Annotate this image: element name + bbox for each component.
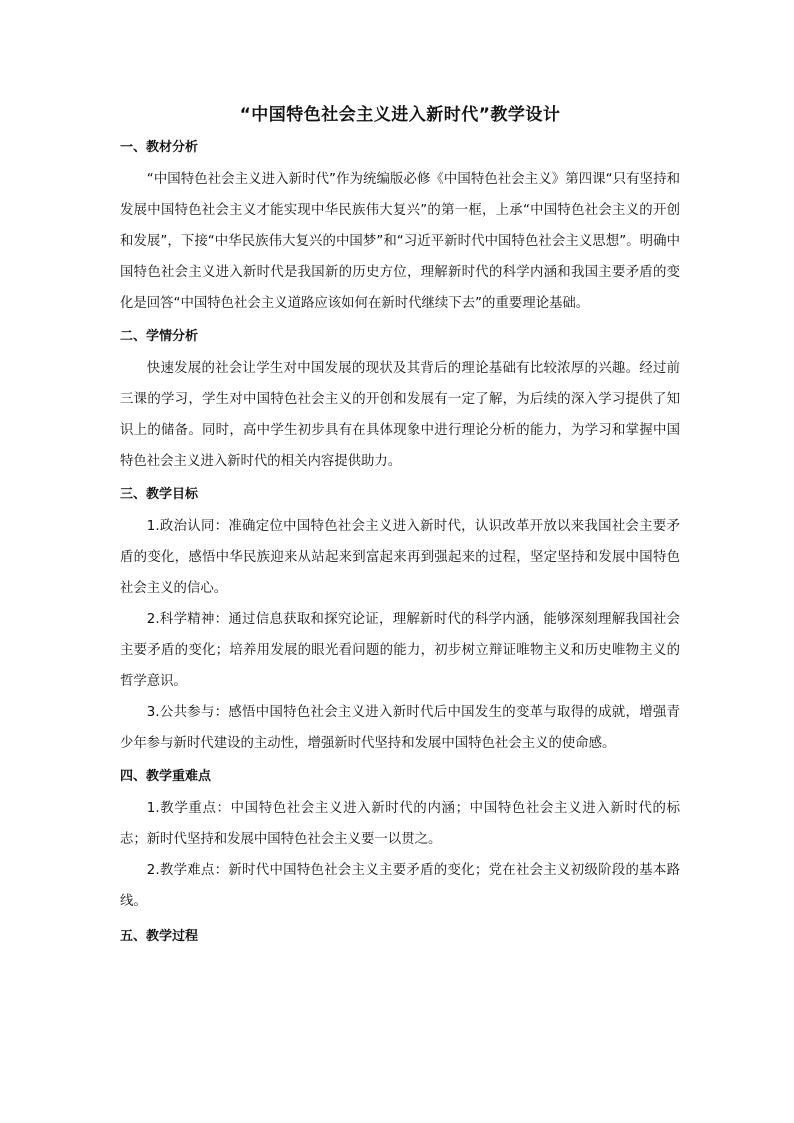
paragraph: “中国特色社会主义进入新时代”作为统编版必修《中国特色社会主义》第四课“只有坚持和发展中国特色社会主义才能实现中华民族伟大复兴”的第一框，上承“中国特色社会主义的开创和发展”，下接“中华民族伟大复兴的中国梦”和“习近平新时代中国特色社会主义思想”。明确中国特色社会主义进入新时代是我国新的历史方位，理解新时代的科学内涵和我国主要矛盾的变化是回答“中国特色社会主义道路应该如何在新时代继续下去”的重要理论基础。 (120, 172, 680, 311)
paragraph: 2.教学难点：新时代中国特色社会主义主要矛盾的变化；党在社会主义初级阶段的基本路线。 (120, 863, 680, 909)
paragraph: 快速发展的社会让学生对中国发展的现状及其背后的理论基础有比较浓厚的兴趣。经过前三课的学习，学生对中国特色社会主义的开创和发展有一定了解，为后续的深入学习提供了知识上的储备。同时，高中学生初步具有在具体现象中进行理论分析的能力，为学习和掌握中国特色社会主义进入新时代的相关内容提供助力。 (120, 361, 680, 469)
section-teaching-goals (120, 483, 680, 759)
document-title: “中国特色社会主义进入新时代”教学设计 (239, 105, 561, 125)
section-heading: 三、教学目标 (120, 487, 199, 502)
paragraph: 3.公共参与：感悟中国特色社会主义进入新时代后中国发生的变革与取得的成就，增强青少年参与新时代建设的主动性，增强新时代坚持和发展中国特色社会主义的使命感。 (120, 705, 680, 751)
section-teaching-process (120, 925, 680, 949)
section-student-analysis (120, 325, 680, 477)
document-page (120, 100, 680, 953)
section-key-difficulties (120, 765, 680, 917)
paragraph: 1.政治认同：准确定位中国特色社会主义进入新时代，认识改革开放以来我国社会主要矛盾的变化，感悟中华民族迎来从站起来到富起来再到强起来的过程，坚定坚持和发展中国特色社会主义的信心。 (120, 519, 680, 596)
section-heading: 二、学情分析 (120, 329, 199, 344)
paragraph: 2.科学精神：通过信息获取和探究论证，理解新时代的科学内涵，能够深刻理解我国社会主要矛盾的变化；培养用发展的眼光看问题的能力，初步树立辩证唯物主义和历史唯物主义的哲学意识。 (120, 612, 680, 689)
section-heading: 五、教学过程 (120, 929, 199, 944)
paragraph: 1.教学重点：中国特色社会主义进入新时代的内涵；中国特色社会主义进入新时代的标志；新时代坚持和发展中国特色社会主义要一以贯之。 (120, 801, 680, 847)
section-textbook-analysis (120, 136, 680, 319)
section-heading: 四、教学重难点 (120, 769, 212, 784)
section-heading: 一、教材分析 (120, 140, 199, 155)
